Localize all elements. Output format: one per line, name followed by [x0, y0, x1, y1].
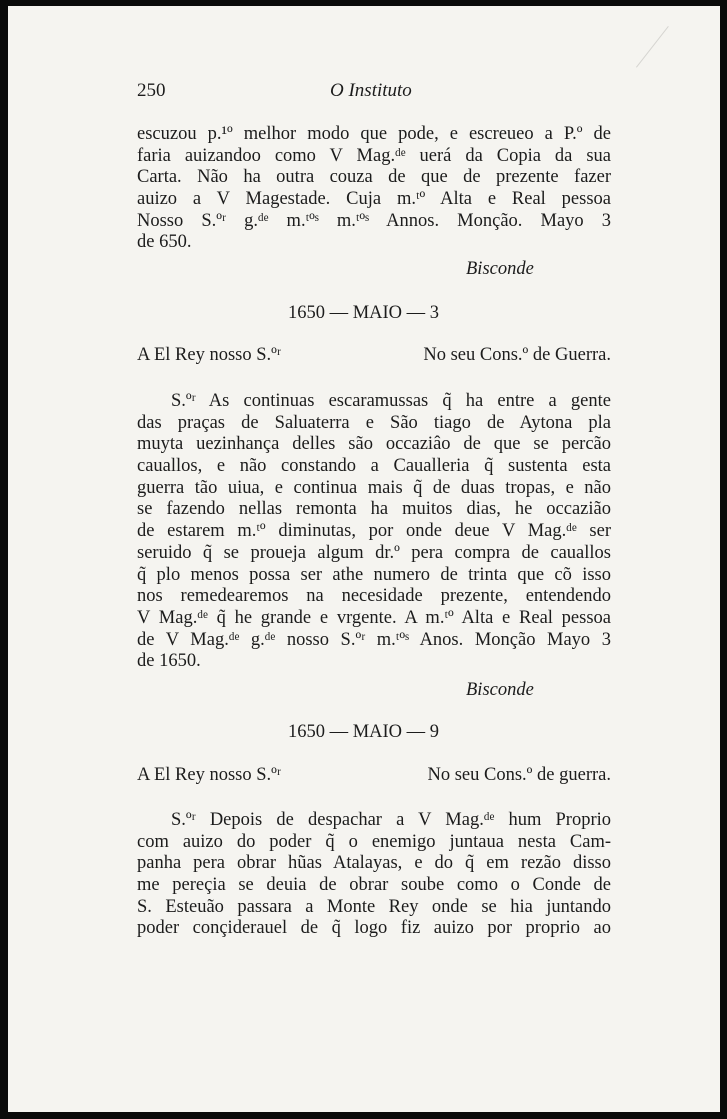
page-fold-mark [636, 26, 669, 68]
text-line: com auizo do poder q̃ o enemigo juntaua nesta Cam- [137, 831, 611, 852]
text-line: auizo a V Magestade. Cuja m.ᵗº Alta e Real pessoa [137, 189, 611, 210]
paragraph-3 [137, 810, 611, 940]
paragraph-1 [137, 124, 611, 254]
paragraph-2 [137, 391, 611, 673]
signature-bisconde-2: Bisconde [466, 680, 534, 700]
text-line: faria auizandoo como V Mag.ᵈᵉ uerá da Copia da sua [137, 145, 611, 166]
text-line: cauallos, e não constando a Caualleria q̃ sustenta esta [137, 456, 611, 477]
text-line: se fazendo nellas remonta ha muitos dias, he occazião [137, 499, 611, 520]
text-line: de 1650. [137, 651, 201, 672]
text-line: nos remedearemos na necesidade prezente, entendendo [137, 586, 611, 607]
addressee: A El Rey nosso S.ºʳ [137, 765, 281, 785]
text-line: guerra tão uiua, e continua mais q̃ de duas tropas, e não [137, 477, 611, 498]
text-line: me pereçia se deuia de obrar soube como o Conde de [137, 875, 611, 896]
text-line: escuzou p.¹º melhor modo que pode, e escreueo a P.º de [137, 124, 611, 144]
text-line: Nosso S.ºʳ g.ᵈᵉ m.ᵗºˢ m.ᵗºˢ Annos. Monção. Mayo 3 [137, 210, 611, 231]
text-line: panha pera obrar hũas Atalayas, e do q̃ em rezão disso [137, 853, 611, 874]
council: No seu Cons.º de Guerra. [423, 345, 611, 365]
text-line: V Mag.ᵈᵉ q̃ he grande e vrgente. A m.ᵗº Alta e Real pessoa [137, 607, 611, 628]
council: No seu Cons.º de guerra. [427, 765, 611, 785]
text-line: poder conçiderauel de q̃ logo fiz auizo por proprio ao [137, 918, 611, 939]
addressee: A El Rey nosso S.ºʳ [137, 345, 281, 365]
page-number: 250 [137, 80, 166, 101]
text-line: muyta uezinhança delles são occaziâo de que se percão [137, 434, 611, 455]
text-line: seruido q̃ se proueja algum dr.º pera compra de cauallos [137, 542, 611, 563]
text-line: S.ºʳ As continuas escaramussas q̃ ha entre a gente [171, 391, 611, 411]
text-line: das praças de Saluaterra e São tiago de Aytona pla [137, 412, 611, 433]
text-line: S.ºʳ Depois de despachar a V Mag.ᵈᵉ hum Proprio [171, 810, 611, 830]
text-line: de 650. [137, 232, 192, 253]
text-line: de estarem m.ᵗº diminutas, por onde deue V Mag.ᵈᵉ ser [137, 521, 611, 542]
text-line: S. Esteuão passara a Monte Rey onde se hia juntando [137, 896, 611, 917]
text-line: Carta. Não ha outra couza de que de prezente fazer [137, 167, 611, 188]
text-line: q̃ plo menos possa ser athe numero de trinta que cõ isso [137, 564, 611, 585]
signature-bisconde-1: Bisconde [466, 259, 534, 279]
text-line: de V Mag.ᵈᵉ g.ᵈᵉ nosso S.ºʳ m.ᵗºˢ Anos. Monção Mayo 3 [137, 629, 611, 650]
letter-date-1: 1650 — MAIO — 3 [287, 303, 440, 323]
running-title: O Instituto [330, 80, 412, 101]
letter-date-2: 1650 — MAIO — 9 [287, 722, 440, 742]
